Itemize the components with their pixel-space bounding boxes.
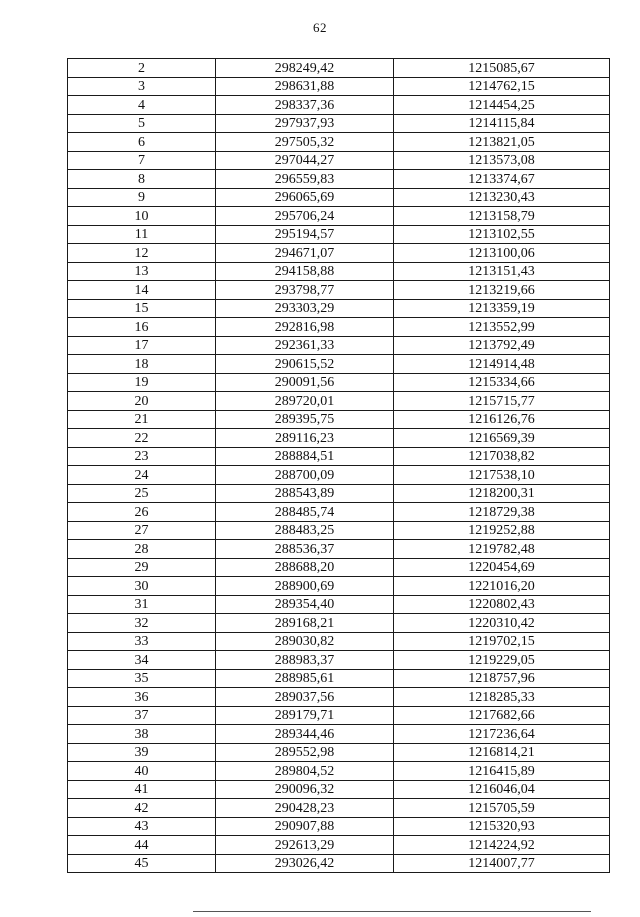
table-row	[68, 706, 610, 725]
table-row	[68, 558, 610, 577]
x-coordinate-cell: 290096,32	[216, 780, 394, 799]
table-row	[68, 133, 610, 152]
point-number-cell: 33	[68, 632, 216, 651]
table-row	[68, 262, 610, 281]
table-row	[68, 96, 610, 115]
table-row	[68, 725, 610, 744]
table-row	[68, 244, 610, 263]
x-coordinate-cell: 288536,37	[216, 540, 394, 559]
x-coordinate-cell: 289354,40	[216, 595, 394, 614]
point-number-cell: 17	[68, 336, 216, 355]
y-coordinate-cell: 1215085,67	[394, 59, 610, 78]
y-coordinate-cell: 1213230,43	[394, 188, 610, 207]
point-number-cell: 2	[68, 59, 216, 78]
point-number-cell: 36	[68, 688, 216, 707]
y-coordinate-cell: 1217236,64	[394, 725, 610, 744]
point-number-cell: 7	[68, 151, 216, 170]
point-number-cell: 32	[68, 614, 216, 633]
point-number-cell: 41	[68, 780, 216, 799]
table-row	[68, 410, 610, 429]
x-coordinate-cell: 297937,93	[216, 114, 394, 133]
point-number-cell: 35	[68, 669, 216, 688]
table-row	[68, 336, 610, 355]
y-coordinate-cell: 1217538,10	[394, 466, 610, 485]
y-coordinate-cell: 1213102,55	[394, 225, 610, 244]
table-row	[68, 392, 610, 411]
x-coordinate-cell: 293303,29	[216, 299, 394, 318]
table-row	[68, 466, 610, 485]
y-coordinate-cell: 1220310,42	[394, 614, 610, 633]
x-coordinate-cell: 288983,37	[216, 651, 394, 670]
x-coordinate-cell: 289030,82	[216, 632, 394, 651]
y-coordinate-cell: 1213151,43	[394, 262, 610, 281]
x-coordinate-cell: 289179,71	[216, 706, 394, 725]
x-coordinate-cell: 288485,74	[216, 503, 394, 522]
y-coordinate-cell: 1221016,20	[394, 577, 610, 596]
point-number-cell: 13	[68, 262, 216, 281]
y-coordinate-cell: 1214454,25	[394, 96, 610, 115]
point-number-cell: 45	[68, 854, 216, 873]
y-coordinate-cell: 1219252,88	[394, 521, 610, 540]
y-coordinate-cell: 1213359,19	[394, 299, 610, 318]
x-coordinate-cell: 292816,98	[216, 318, 394, 337]
x-coordinate-cell: 289552,98	[216, 743, 394, 762]
point-number-cell: 12	[68, 244, 216, 263]
x-coordinate-cell: 288688,20	[216, 558, 394, 577]
x-coordinate-cell: 288900,69	[216, 577, 394, 596]
table-row	[68, 577, 610, 596]
point-number-cell: 25	[68, 484, 216, 503]
x-coordinate-cell: 289720,01	[216, 392, 394, 411]
y-coordinate-cell: 1218729,38	[394, 503, 610, 522]
bottom-rule	[193, 911, 591, 912]
x-coordinate-cell: 288543,89	[216, 484, 394, 503]
y-coordinate-cell: 1219229,05	[394, 651, 610, 670]
y-coordinate-cell: 1214762,15	[394, 77, 610, 96]
y-coordinate-cell: 1216814,21	[394, 743, 610, 762]
point-number-cell: 43	[68, 817, 216, 836]
point-number-cell: 27	[68, 521, 216, 540]
y-coordinate-cell: 1213552,99	[394, 318, 610, 337]
table-row	[68, 817, 610, 836]
point-number-cell: 20	[68, 392, 216, 411]
x-coordinate-cell: 297044,27	[216, 151, 394, 170]
point-number-cell: 40	[68, 762, 216, 781]
y-coordinate-cell: 1218285,33	[394, 688, 610, 707]
x-coordinate-cell: 296065,69	[216, 188, 394, 207]
x-coordinate-cell: 290907,88	[216, 817, 394, 836]
x-coordinate-cell: 289804,52	[216, 762, 394, 781]
y-coordinate-cell: 1217038,82	[394, 447, 610, 466]
table-row	[68, 540, 610, 559]
point-number-cell: 21	[68, 410, 216, 429]
point-number-cell: 34	[68, 651, 216, 670]
x-coordinate-cell: 290615,52	[216, 355, 394, 374]
table-row	[68, 780, 610, 799]
table-row	[68, 188, 610, 207]
y-coordinate-cell: 1213219,66	[394, 281, 610, 300]
table-row	[68, 151, 610, 170]
x-coordinate-cell: 292361,33	[216, 336, 394, 355]
table-row	[68, 854, 610, 873]
x-coordinate-cell: 289168,21	[216, 614, 394, 633]
y-coordinate-cell: 1213100,06	[394, 244, 610, 263]
y-coordinate-cell: 1213158,79	[394, 207, 610, 226]
x-coordinate-cell: 298631,88	[216, 77, 394, 96]
table-row	[68, 595, 610, 614]
y-coordinate-cell: 1215334,66	[394, 373, 610, 392]
point-number-cell: 14	[68, 281, 216, 300]
x-coordinate-cell: 294671,07	[216, 244, 394, 263]
point-number-cell: 29	[68, 558, 216, 577]
coordinates-table-body	[68, 59, 610, 873]
point-number-cell: 18	[68, 355, 216, 374]
y-coordinate-cell: 1215715,77	[394, 392, 610, 411]
table-row	[68, 447, 610, 466]
x-coordinate-cell: 288483,25	[216, 521, 394, 540]
y-coordinate-cell: 1213374,67	[394, 170, 610, 189]
y-coordinate-cell: 1214007,77	[394, 854, 610, 873]
x-coordinate-cell: 298249,42	[216, 59, 394, 78]
x-coordinate-cell: 295194,57	[216, 225, 394, 244]
point-number-cell: 11	[68, 225, 216, 244]
point-number-cell: 5	[68, 114, 216, 133]
point-number-cell: 39	[68, 743, 216, 762]
table-row	[68, 651, 610, 670]
y-coordinate-cell: 1215320,93	[394, 817, 610, 836]
point-number-cell: 10	[68, 207, 216, 226]
table-row	[68, 521, 610, 540]
x-coordinate-cell: 296559,83	[216, 170, 394, 189]
point-number-cell: 26	[68, 503, 216, 522]
y-coordinate-cell: 1215705,59	[394, 799, 610, 818]
table-row	[68, 429, 610, 448]
y-coordinate-cell: 1217682,66	[394, 706, 610, 725]
y-coordinate-cell: 1220454,69	[394, 558, 610, 577]
x-coordinate-cell: 290091,56	[216, 373, 394, 392]
table-row	[68, 59, 610, 78]
x-coordinate-cell: 288700,09	[216, 466, 394, 485]
y-coordinate-cell: 1219702,15	[394, 632, 610, 651]
page-number: 62	[313, 20, 327, 35]
table-row	[68, 281, 610, 300]
point-number-cell: 6	[68, 133, 216, 152]
point-number-cell: 37	[68, 706, 216, 725]
y-coordinate-cell: 1214914,48	[394, 355, 610, 374]
table-row	[68, 114, 610, 133]
y-coordinate-cell: 1216415,89	[394, 762, 610, 781]
table-row	[68, 207, 610, 226]
x-coordinate-cell: 290428,23	[216, 799, 394, 818]
point-number-cell: 24	[68, 466, 216, 485]
table-row	[68, 484, 610, 503]
table-row	[68, 299, 610, 318]
table-row	[68, 77, 610, 96]
table-row	[68, 799, 610, 818]
table-row	[68, 688, 610, 707]
table-row	[68, 373, 610, 392]
point-number-cell: 19	[68, 373, 216, 392]
y-coordinate-cell: 1218200,31	[394, 484, 610, 503]
table-row	[68, 836, 610, 855]
point-number-cell: 22	[68, 429, 216, 448]
point-number-cell: 3	[68, 77, 216, 96]
y-coordinate-cell: 1216126,76	[394, 410, 610, 429]
x-coordinate-cell: 293026,42	[216, 854, 394, 873]
x-coordinate-cell: 289395,75	[216, 410, 394, 429]
point-number-cell: 30	[68, 577, 216, 596]
point-number-cell: 28	[68, 540, 216, 559]
coordinates-table	[67, 58, 610, 873]
x-coordinate-cell: 293798,77	[216, 281, 394, 300]
point-number-cell: 38	[68, 725, 216, 744]
y-coordinate-cell: 1216569,39	[394, 429, 610, 448]
point-number-cell: 8	[68, 170, 216, 189]
point-number-cell: 15	[68, 299, 216, 318]
table-row	[68, 614, 610, 633]
y-coordinate-cell: 1214224,92	[394, 836, 610, 855]
table-row	[68, 318, 610, 337]
table-row	[68, 669, 610, 688]
table-row	[68, 355, 610, 374]
y-coordinate-cell: 1214115,84	[394, 114, 610, 133]
x-coordinate-cell: 288884,51	[216, 447, 394, 466]
x-coordinate-cell: 289344,46	[216, 725, 394, 744]
x-coordinate-cell: 289116,23	[216, 429, 394, 448]
y-coordinate-cell: 1216046,04	[394, 780, 610, 799]
point-number-cell: 23	[68, 447, 216, 466]
x-coordinate-cell: 292613,29	[216, 836, 394, 855]
y-coordinate-cell: 1219782,48	[394, 540, 610, 559]
table-row	[68, 225, 610, 244]
point-number-cell: 42	[68, 799, 216, 818]
x-coordinate-cell: 289037,56	[216, 688, 394, 707]
table-row	[68, 743, 610, 762]
table-row	[68, 632, 610, 651]
table-row	[68, 170, 610, 189]
point-number-cell: 31	[68, 595, 216, 614]
x-coordinate-cell: 288985,61	[216, 669, 394, 688]
point-number-cell: 9	[68, 188, 216, 207]
point-number-cell: 44	[68, 836, 216, 855]
x-coordinate-cell: 298337,36	[216, 96, 394, 115]
x-coordinate-cell: 295706,24	[216, 207, 394, 226]
x-coordinate-cell: 297505,32	[216, 133, 394, 152]
table-row	[68, 762, 610, 781]
y-coordinate-cell: 1213821,05	[394, 133, 610, 152]
y-coordinate-cell: 1218757,96	[394, 669, 610, 688]
y-coordinate-cell: 1213573,08	[394, 151, 610, 170]
y-coordinate-cell: 1220802,43	[394, 595, 610, 614]
y-coordinate-cell: 1213792,49	[394, 336, 610, 355]
table-row	[68, 503, 610, 522]
x-coordinate-cell: 294158,88	[216, 262, 394, 281]
point-number-cell: 16	[68, 318, 216, 337]
point-number-cell: 4	[68, 96, 216, 115]
